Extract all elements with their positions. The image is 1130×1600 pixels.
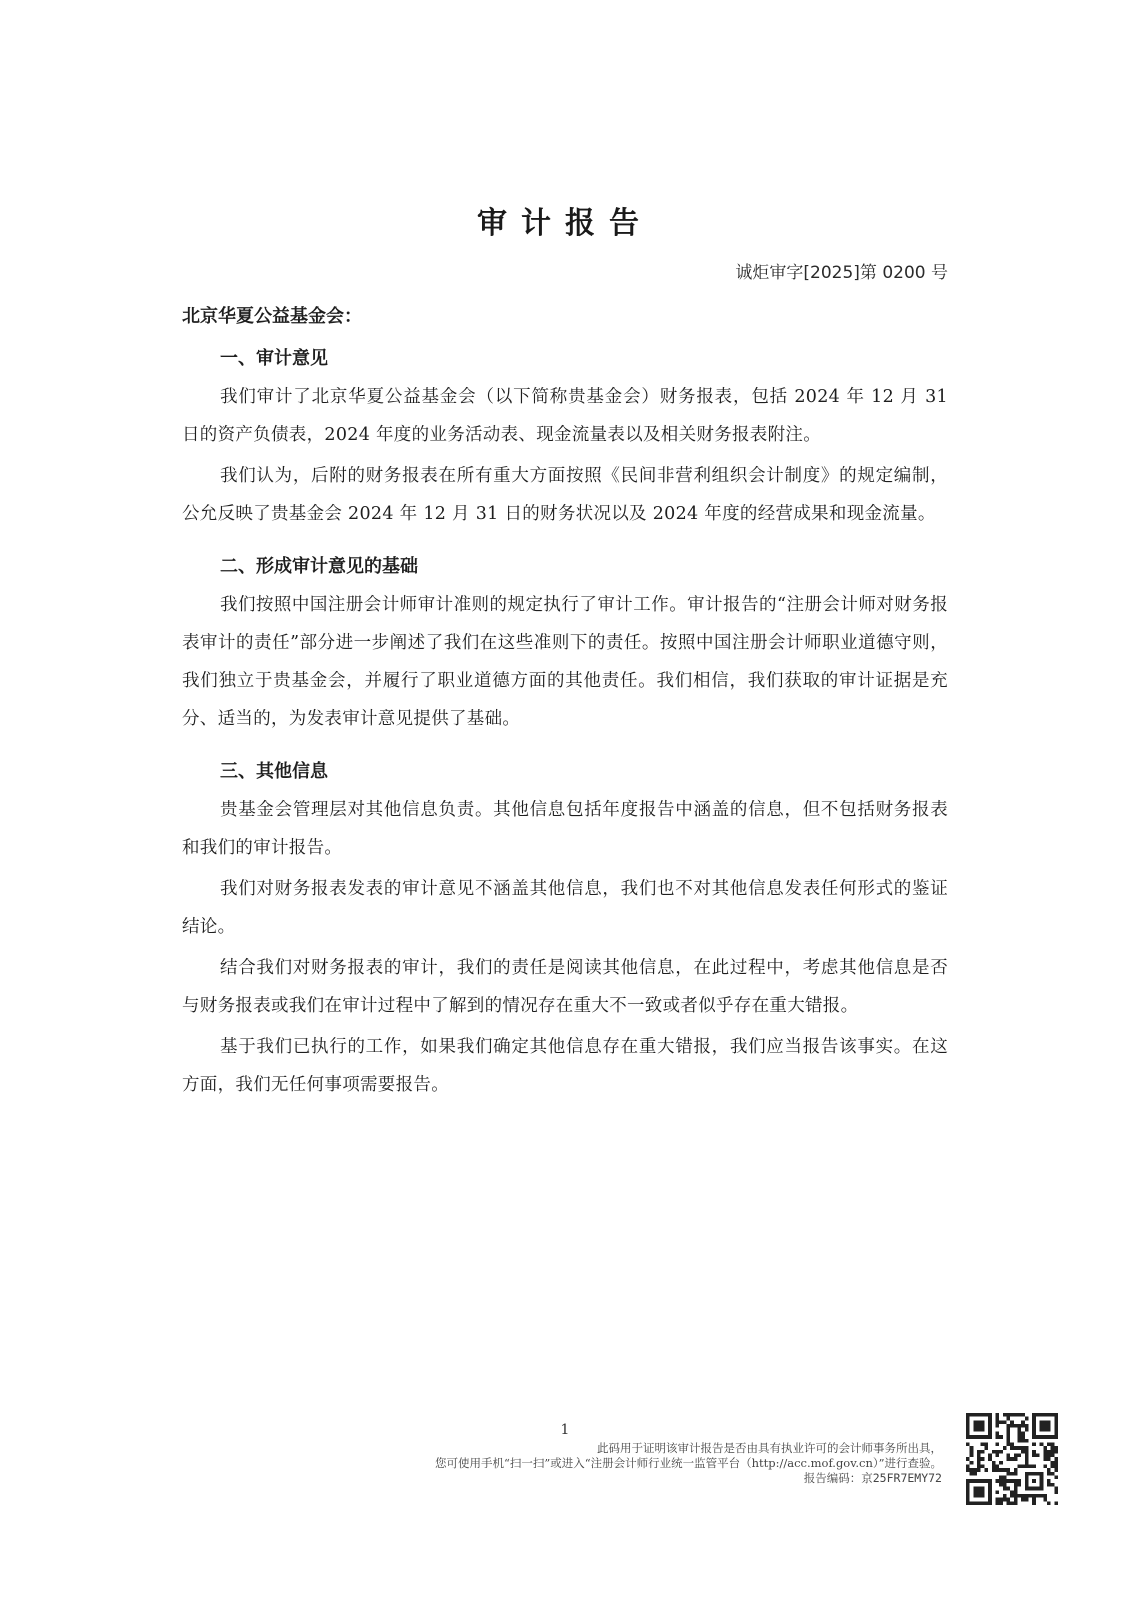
document-number: 诚炬审字[2025]第 0200 号	[735, 263, 948, 283]
report-body	[182, 340, 948, 1107]
qr-code-icon[interactable]	[966, 1413, 1058, 1505]
paragraph: 我们对财务报表发表的审计意见不涵盖其他信息，我们也不对其他信息发表任何形式的鉴证结论。	[182, 879, 948, 937]
paragraph: 结合我们对财务报表的审计，我们的责任是阅读其他信息，在此过程中，考虑其他信息是否与财务报表或我们在审计过程中了解到的情况存在重大不一致或者似乎存在重大错报。	[182, 958, 948, 1016]
paragraph: 我们审计了北京华夏公益基金会（以下简称贵基金会）财务报表，包括 2024 年 12 月 31 日的资产负债表，2024 年度的业务活动表、现金流量表以及相关财务报表附注。	[182, 387, 948, 445]
verification-note	[435, 1441, 942, 1486]
paragraph: 我们按照中国注册会计师审计准则的规定执行了审计工作。审计报告的“注册会计师对财务报表审计的责任”部分进一步阐述了我们在这些准则下的责任。按照中国注册会计师职业道德守则，我们独立于贵基金会，并履行了职业道德方面的其他责任。我们相信，我们获取的审计证据是充分、适当的，为发表审计意见提供了基础。	[182, 595, 948, 729]
section-basis-for-opinion	[182, 548, 948, 738]
page-number: 1	[560, 1422, 570, 1438]
paragraph: 基于我们已执行的工作，如果我们确定其他信息存在重大错报，我们应当报告该事实。在这方面，我们无任何事项需要报告。	[182, 1037, 948, 1095]
paragraph: 我们认为，后附的财务报表在所有重大方面按照《民间非营利组织会计制度》的规定编制，公允反映了贵基金会 2024 年 12 月 31 日的财务状况以及 2024 年度的经营成果和现金流量。	[182, 466, 948, 524]
addressee: 北京华夏公益基金会：	[182, 306, 362, 327]
report-title: 审计报告	[477, 206, 653, 241]
report-code-line	[435, 1471, 942, 1486]
report-code: 京25FR7EMY72	[861, 1471, 942, 1485]
section-heading: 三、其他信息	[220, 761, 328, 782]
verification-line-2: 您可使用手机“扫一扫”或进入“注册会计师行业统一监管平台（http://acc.mof.gov.cn）”进行查验。	[434, 1456, 942, 1470]
section-heading: 一、审计意见	[220, 348, 328, 369]
report-code-label: 报告编码：	[803, 1471, 862, 1485]
section-other-information	[182, 753, 948, 1104]
verification-line-1: 此码用于证明该审计报告是否由具有执业许可的会计师事务所出具，	[597, 1441, 942, 1455]
paragraph: 贵基金会管理层对其他信息负责。其他信息包括年度报告中涵盖的信息，但不包括财务报表和我们的审计报告。	[182, 800, 948, 858]
section-audit-opinion	[182, 340, 948, 533]
section-heading: 二、形成审计意见的基础	[220, 556, 418, 577]
